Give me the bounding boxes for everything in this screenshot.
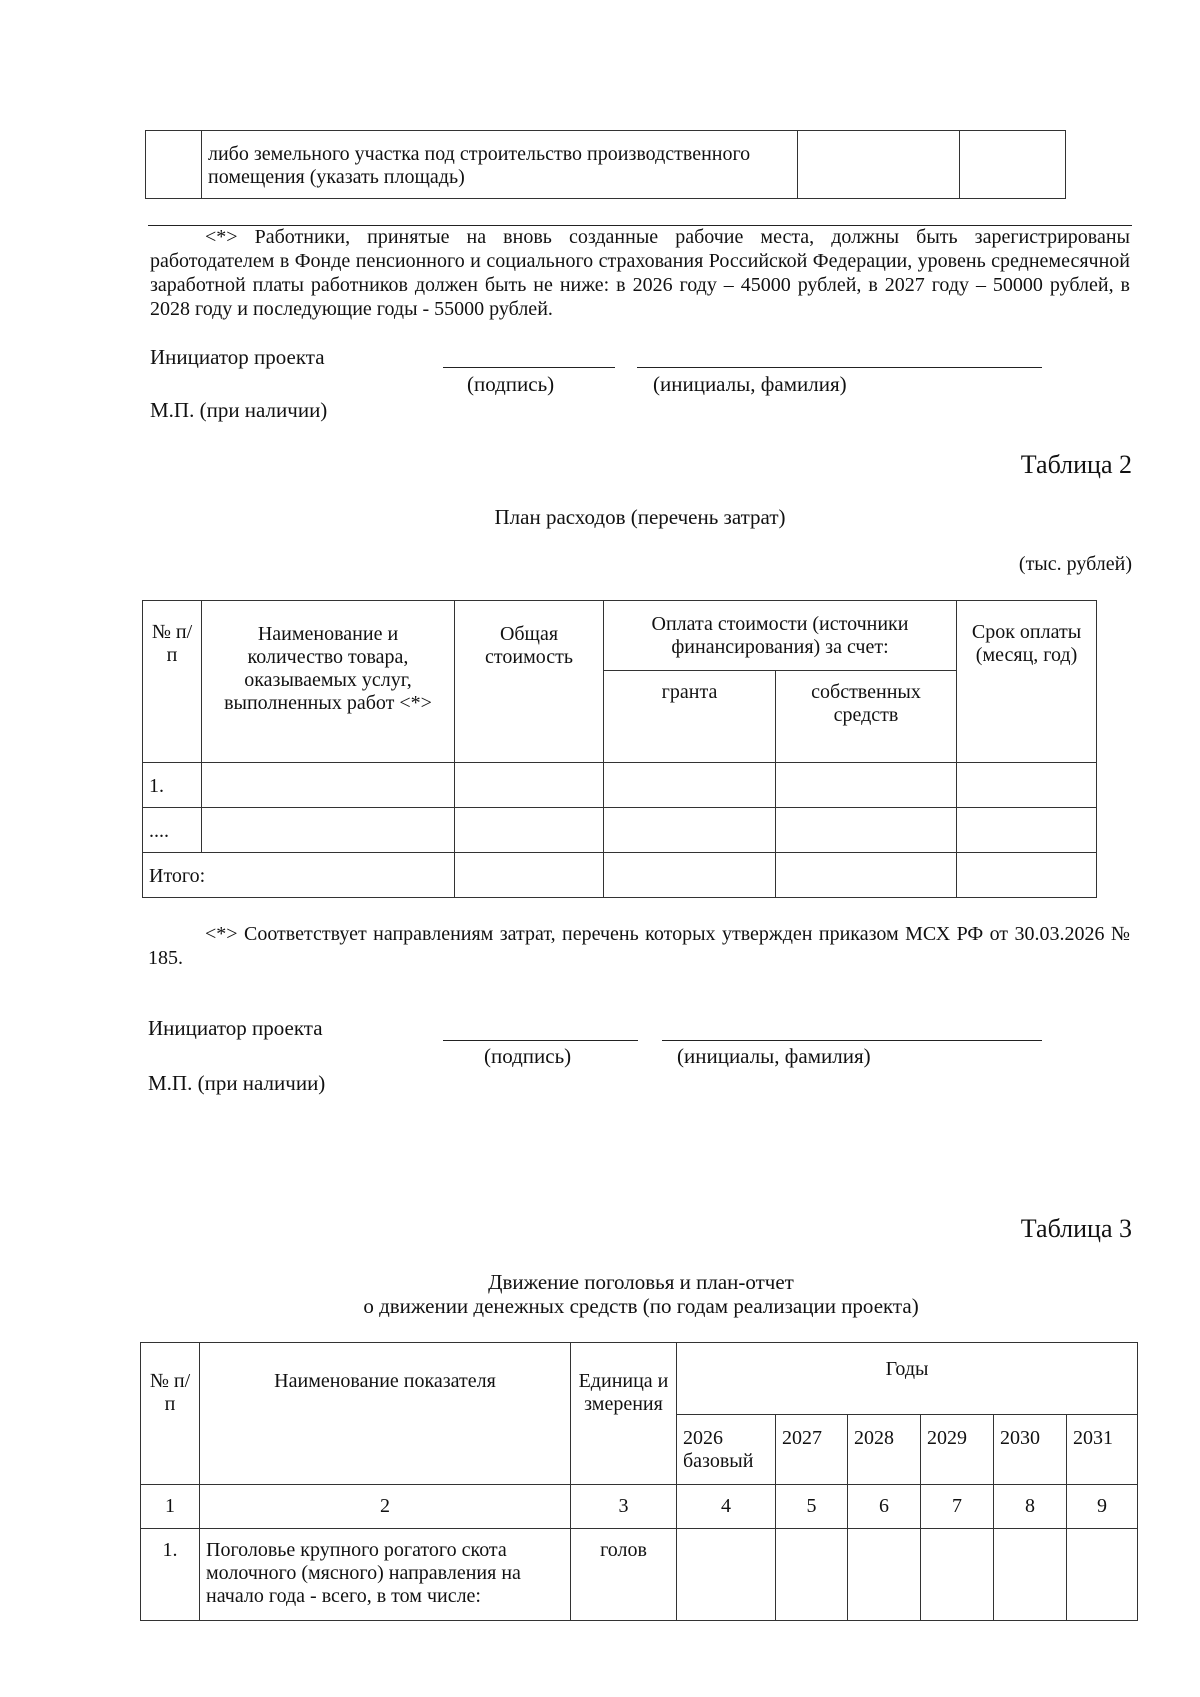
t2-header-name: Наименование и количество товара, оказываемых услуг, выполненных работ <*> <box>202 601 455 763</box>
t3-row1-name: Поголовье крупного рогатого скота молочного (мясного) направления на начало года - всего, в том числе: <box>200 1529 571 1621</box>
name-line <box>637 367 1042 368</box>
t2-row-num: 1. <box>143 763 202 808</box>
t3-col-number: 4 <box>677 1485 776 1529</box>
t3-header-2026: 2026 базовый <box>677 1415 776 1485</box>
t3-header-2031: 2031 <box>1067 1415 1138 1485</box>
t3-col-number: 1 <box>141 1485 200 1529</box>
t3-header-name: Наименование показателя <box>200 1343 571 1485</box>
stamp-label: М.П. (при наличии) <box>150 398 328 422</box>
t2-row-num: .... <box>143 808 202 853</box>
name-caption: (инициалы, фамилия) <box>653 372 847 396</box>
initiator-label-2: Инициатор проекта <box>148 1016 323 1040</box>
t3-header-years: Годы <box>677 1343 1138 1415</box>
t3-header-2028: 2028 <box>848 1415 921 1485</box>
t2-cell <box>455 763 604 808</box>
t2-cell <box>776 808 957 853</box>
t2-cell <box>604 763 776 808</box>
footnote-employees: <*> Работники, принятые на вновь созданные рабочие места, должны быть зарегистрированы работодателем в Фонде пенсионного и социального страхования Российской Федерации, уровень среднемесячной заработной платы работников должен быть не ниже: в 2026 году – 45000 рублей, в 2027 году – 50000 рублей, в 2028 году и последующие годы - 55000 рублей. <box>150 226 1130 320</box>
top-table-cell-b <box>960 131 1066 199</box>
t2-cell <box>957 853 1097 898</box>
t3-cell <box>848 1529 921 1621</box>
t2-cell <box>202 808 455 853</box>
t3-header-2029: 2029 <box>921 1415 994 1485</box>
t3-cell <box>677 1529 776 1621</box>
t2-header-num: № п/п <box>143 601 202 763</box>
table2-number: Таблица 2 <box>1020 450 1132 479</box>
signature-line-2 <box>443 1040 638 1041</box>
t2-cell <box>455 853 604 898</box>
signature-caption-2: (подпись) <box>484 1044 572 1068</box>
t3-col-number: 5 <box>776 1485 848 1529</box>
t3-row1-num: 1. <box>141 1529 200 1621</box>
t3-col-number: 3 <box>571 1485 677 1529</box>
name-caption-2: (инициалы, фамилия) <box>677 1044 871 1068</box>
t2-cell <box>776 763 957 808</box>
t3-header-unit: Единица измерения <box>571 1343 677 1485</box>
t3-header-2027: 2027 <box>776 1415 848 1485</box>
top-table-cell-num <box>146 131 202 199</box>
table3-title-line2: о движении денежных средств (по годам реализации проекта) <box>363 1294 919 1318</box>
t2-cell <box>604 808 776 853</box>
signature-caption: (подпись) <box>467 372 555 396</box>
table3-title-line1: Движение поголовья и план-отчет <box>488 1270 794 1294</box>
table2-unit: (тыс. рублей) <box>1018 553 1132 575</box>
table3-number: Таблица 3 <box>1020 1214 1132 1243</box>
t3-col-number: 9 <box>1067 1485 1138 1529</box>
t2-header-term: Срок оплаты (месяц, год) <box>957 601 1097 763</box>
name-line-2 <box>662 1040 1042 1041</box>
top-table-row-text: либо земельного участка под строительство производственного помещения (указать площадь) <box>202 131 798 199</box>
table3 <box>140 1342 1138 1621</box>
footnote-expenses: <*> Соответствует направлениям затрат, перечень которых утвержден приказом МСХ РФ от 30.03.2026 № 185. <box>148 923 1130 969</box>
t2-cell <box>776 853 957 898</box>
t3-header-2030: 2030 <box>994 1415 1067 1485</box>
t2-header-total: Общая стоимость <box>455 601 604 763</box>
table2-title: План расходов (перечень затрат) <box>494 505 786 529</box>
t2-cell <box>957 763 1097 808</box>
t3-col-number: 2 <box>200 1485 571 1529</box>
t2-cell <box>455 808 604 853</box>
t3-header-num: № п/п <box>141 1343 200 1485</box>
t2-header-own: собственных средств <box>776 671 957 763</box>
t2-cell <box>202 763 455 808</box>
t2-cell <box>604 853 776 898</box>
t3-col-number: 8 <box>994 1485 1067 1529</box>
table2 <box>142 600 1097 898</box>
top-table <box>145 130 1066 199</box>
t2-header-grant: гранта <box>604 671 776 763</box>
t3-cell <box>1067 1529 1138 1621</box>
initiator-label: Инициатор проекта <box>150 345 325 369</box>
t3-cell <box>994 1529 1067 1621</box>
top-table-cell-a <box>798 131 960 199</box>
t3-cell <box>921 1529 994 1621</box>
t2-cell <box>957 808 1097 853</box>
stamp-label-2: М.П. (при наличии) <box>148 1071 326 1095</box>
t3-row1-unit: голов <box>571 1529 677 1621</box>
t2-total-label: Итого: <box>143 853 455 898</box>
t3-col-number: 6 <box>848 1485 921 1529</box>
t3-cell <box>776 1529 848 1621</box>
t3-col-number: 7 <box>921 1485 994 1529</box>
t2-header-payment: Оплата стоимости (источники финансирования) за счет: <box>604 601 957 671</box>
signature-line <box>443 367 615 368</box>
